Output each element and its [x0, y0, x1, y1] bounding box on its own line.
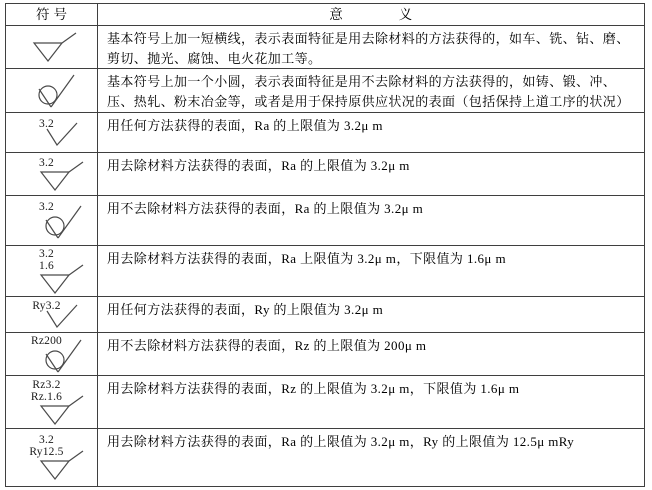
- roughness-value-label: 3.2: [39, 118, 54, 130]
- roughness-value-label: Ry12.5: [29, 446, 64, 458]
- material-removal-symbol-icon: [33, 449, 85, 481]
- table-body: [6, 26, 644, 486]
- symbol-cell: [6, 196, 98, 245]
- no-material-removal-symbol-icon: [34, 204, 84, 240]
- roughness-value-label: Ry3.2: [32, 300, 61, 312]
- roughness-value-label: 3.2: [39, 156, 54, 169]
- roughness-value-label: 3.2: [39, 434, 54, 446]
- surface-roughness-table: [5, 3, 645, 487]
- material-removal-symbol-icon: [26, 31, 78, 63]
- table-header-row: [6, 4, 644, 26]
- meaning-cell: [98, 69, 644, 112]
- meaning-text: 用去除材料方法获得的表面，Ra 的上限值为 3.2μ m: [107, 158, 410, 173]
- meaning-cell: [98, 376, 644, 428]
- roughness-value-label: 3.2: [39, 247, 54, 260]
- table-row: [6, 376, 644, 429]
- meaning-cell: [98, 333, 644, 375]
- symbol-cell: [6, 297, 98, 332]
- table-row: [6, 196, 644, 246]
- material-removal-symbol-icon: [33, 263, 85, 295]
- meaning-text: 基本符号上加一个小圆，表示表面特征是用不去除材料的方法获得的，如铸、锻、冲、压、热轧、粉末冶金等，或者是用于保持原供应状况的表面（包括保持上道工序的状况）: [107, 74, 630, 109]
- meaning-text: 用不去除材料方法获得的表面，Ra 的上限值为 3.2μ m: [107, 201, 424, 216]
- roughness-value-label: 1.6: [39, 259, 54, 272]
- meaning-cell: [98, 246, 644, 296]
- symbol-cell: [6, 376, 98, 428]
- table-row: [6, 69, 644, 113]
- material-removal-symbol-icon: [33, 394, 85, 426]
- meaning-text: 用去除材料方法获得的表面，Rz 的上限值为 3.2μ m，下限值为 1.6μ m: [107, 381, 520, 396]
- meaning-text: 用去除材料方法获得的表面，Ra 上限值为 3.2μ m，下限值为 1.6μ m: [107, 251, 506, 266]
- table-row: [6, 429, 644, 486]
- table-row: [6, 246, 644, 297]
- roughness-value-label: Rz200: [30, 334, 63, 347]
- symbol-cell: [6, 246, 98, 296]
- table-row: [6, 153, 644, 196]
- symbol-cell: [6, 26, 98, 68]
- meaning-cell: [98, 26, 644, 68]
- roughness-value-label: Rz3.2: [32, 378, 61, 391]
- roughness-value-label: Rz.1.6: [30, 390, 63, 403]
- meaning-cell: [98, 297, 644, 332]
- symbol-cell: [6, 429, 98, 486]
- meaning-cell: [98, 153, 644, 195]
- no-material-removal-symbol-icon: [27, 73, 77, 109]
- no-material-removal-symbol-icon: [34, 338, 84, 374]
- table-row: [6, 26, 644, 69]
- meaning-text: 用去除材料方法获得的表面，Ra 的上限值为 3.2μ m，Ry 的上限值为 12.5μ mRy: [107, 434, 575, 449]
- meaning-text: 用任何方法获得的表面，Ry 的上限值为 3.2μ m: [107, 302, 384, 317]
- meaning-text: 用任何方法获得的表面，Ra 的上限值为 3.2μ m: [107, 118, 383, 133]
- meaning-text: 用不去除材料方法获得的表面，Rz 的上限值为 200μ m: [107, 338, 427, 353]
- header-meaning: 意 义: [329, 6, 413, 22]
- meaning-cell: [98, 429, 644, 486]
- symbol-cell: [6, 69, 98, 112]
- symbol-cell: [6, 113, 98, 152]
- meaning-cell: [98, 196, 644, 245]
- table-row: [6, 333, 644, 376]
- symbol-cell: [6, 333, 98, 375]
- table-row: [6, 297, 644, 333]
- roughness-value-label: 3.2: [39, 201, 54, 213]
- meaning-cell: [98, 113, 644, 152]
- meaning-text: 基本符号上加一短横线，表示表面特征是用去除材料的方法获得的，如车、铣、钻、磨、剪切、抛光、腐蚀、电火花加工等。: [107, 31, 630, 66]
- basic-surface-symbol-icon: [37, 303, 81, 329]
- table-row: [6, 113, 644, 153]
- basic-surface-symbol-icon: [37, 121, 81, 147]
- symbol-cell: [6, 153, 98, 195]
- material-removal-symbol-icon: [33, 160, 85, 192]
- header-symbol: 符号: [6, 4, 98, 25]
